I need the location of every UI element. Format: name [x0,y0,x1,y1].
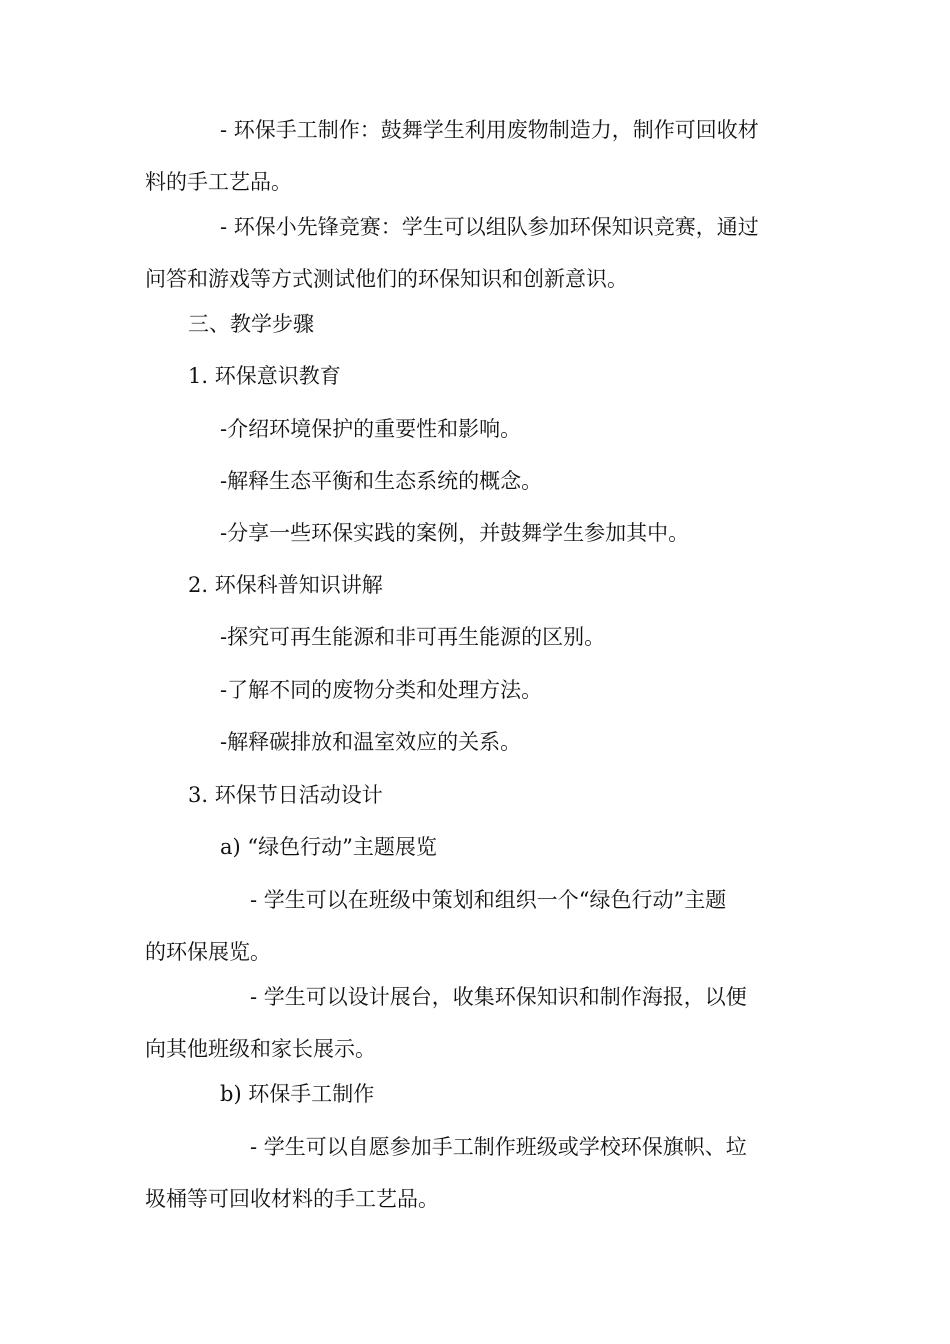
paragraph-eco-pioneer-contest [145,201,805,305]
text-line: 圾桶等可回收材料的手工艺品。 [145,1187,439,1211]
text-line: -分享一些环保实践的案例，并鼓舞学生参加其中。 [220,521,690,545]
text-line: 三、教学步骤 [188,312,314,336]
list-item [145,455,805,507]
list-item [145,403,805,455]
text-line: -介绍环境保护的重要性和影响。 [220,417,522,441]
text-line: 3. 环保节日活动设计 [188,783,383,807]
list-item [145,664,805,716]
list-item [145,611,805,663]
step-1-heading [145,350,805,402]
text-line: a) “绿色行动”主题展览 [220,835,437,859]
text-line: 1. 环保意识教育 [188,364,341,388]
text-line: - 学生可以在班级中策划和组织一个“绿色行动”主题 [250,888,727,912]
paragraph-handcraft-volunteer [145,1121,805,1225]
text-line: 向其他班级和家长展示。 [145,1037,376,1061]
section-heading-teaching-steps [145,298,805,350]
text-line: -探究可再生能源和非可再生能源的区别。 [220,625,606,649]
paragraph-handcraft-activity [145,104,805,208]
text-line: -了解不同的废物分类和处理方法。 [220,678,543,702]
text-line: - 学生可以设计展台，收集环保知识和制作海报，以便 [250,985,747,1009]
sub-item-b-heading [145,1068,805,1120]
text-line: -解释碳排放和温室效应的关系。 [220,730,522,754]
text-line: b) 环保手工制作 [220,1082,375,1106]
step-2-heading [145,559,805,611]
text-line: - 环保小先锋竞赛：学生可以组队参加环保知识竞赛，通过 [220,215,759,239]
sub-item-a-heading [145,821,805,873]
paragraph-exhibition-planning [145,874,805,978]
step-3-heading [145,769,805,821]
text-line: 2. 环保科普知识讲解 [188,573,383,597]
list-item [145,716,805,768]
text-line: - 环保手工制作：鼓舞学生利用废物制造力，制作可回收材 [220,118,759,142]
text-line: -解释生态平衡和生态系统的概念。 [220,469,543,493]
list-item [145,507,805,559]
paragraph-exhibition-design [145,971,805,1075]
text-line: 问答和游戏等方式测试他们的环保知识和创新意识。 [145,267,628,291]
text-line: - 学生可以自愿参加手工制作班级或学校环保旗帜、垃 [250,1135,747,1159]
text-line: 料的手工艺品。 [145,170,292,194]
text-line: 的环保展览。 [145,940,271,964]
